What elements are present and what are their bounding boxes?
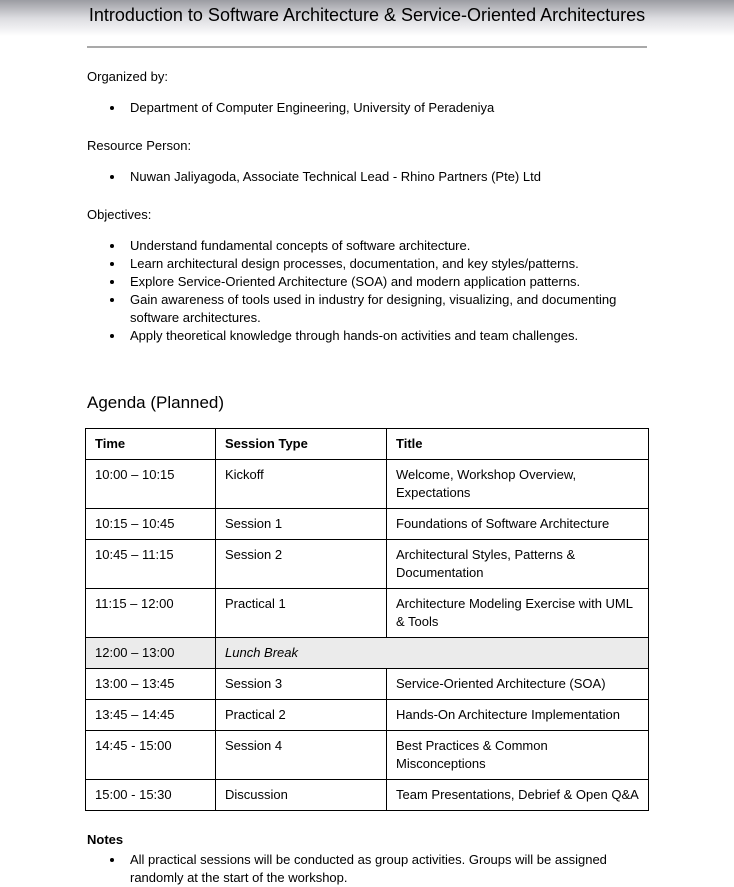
cell-title: Service-Oriented Architecture (SOA)	[387, 669, 649, 700]
table-row	[86, 700, 649, 731]
resource-person-label: Resource Person:	[87, 138, 192, 153]
objective-item: • Explore Service-Oriented Architecture (SOA) and modern application patterns.	[125, 273, 647, 291]
cell-time: 15:00 - 15:30	[86, 780, 216, 811]
table-row	[86, 540, 649, 589]
document-title: Introduction to Software Architecture & Service-Oriented Architectures	[88, 5, 646, 25]
cell-session-type: Discussion	[216, 780, 387, 811]
cell-title: Architecture Modeling Exercise with UML & Tools	[387, 589, 649, 638]
cell-time: 10:15 – 10:45	[86, 509, 216, 540]
cell-lunch-break: Lunch Break	[216, 638, 649, 669]
table-row-lunch-break	[86, 638, 649, 669]
table-row	[86, 780, 649, 811]
cell-title: Team Presentations, Debrief & Open Q&A	[387, 780, 649, 811]
cell-time: 10:00 – 10:15	[86, 460, 216, 509]
column-header-title: Title	[387, 429, 649, 460]
organized-by-list	[87, 99, 647, 117]
resource-person-item: • Nuwan Jaliyagoda, Associate Technical Lead - Rhino Partners (Pte) Ltd	[125, 168, 647, 186]
cell-title: Architectural Styles, Patterns & Documentation	[387, 540, 649, 589]
table-row	[86, 460, 649, 509]
cell-session-type: Practical 2	[216, 700, 387, 731]
note-item: • All practical sessions will be conducted as group activities. Groups will be assigned randomly at the start of the workshop.	[125, 851, 647, 887]
notes-list	[87, 851, 647, 887]
cell-session-type: Session 1	[216, 509, 387, 540]
cell-time: 12:00 – 13:00	[86, 638, 216, 669]
cell-time: 11:15 – 12:00	[86, 589, 216, 638]
table-header-row	[86, 429, 649, 460]
cell-session-type: Session 4	[216, 731, 387, 780]
cell-time: 13:45 – 14:45	[86, 700, 216, 731]
cell-session-type: Session 3	[216, 669, 387, 700]
resource-person-list	[87, 168, 647, 186]
objectives-list	[87, 237, 647, 345]
cell-session-type: Kickoff	[216, 460, 387, 509]
cell-time: 13:00 – 13:45	[86, 669, 216, 700]
cell-title: Welcome, Workshop Overview, Expectations	[387, 460, 649, 509]
cell-session-type: Practical 1	[216, 589, 387, 638]
cell-session-type: Session 2	[216, 540, 387, 589]
agenda-heading: Agenda (Planned)	[87, 393, 225, 412]
objective-item: • Apply theoretical knowledge through hands-on activities and team challenges.	[125, 327, 647, 345]
table-row	[86, 669, 649, 700]
cell-title: Foundations of Software Architecture	[387, 509, 649, 540]
objective-item: • Learn architectural design processes, documentation, and key styles/patterns.	[125, 255, 647, 273]
table-row	[86, 509, 649, 540]
title-divider	[87, 46, 647, 48]
column-header-time: Time	[86, 429, 216, 460]
organized-by-item: • Department of Computer Engineering, University of Peradeniya	[125, 99, 647, 117]
cell-time: 10:45 – 11:15	[86, 540, 216, 589]
notes-heading: Notes	[87, 832, 124, 847]
objectives-label: Objectives:	[87, 207, 152, 222]
objective-item: • Gain awareness of tools used in industry for designing, visualizing, and documenting software architectures.	[125, 291, 647, 327]
agenda-table	[85, 428, 649, 811]
cell-time: 14:45 - 15:00	[86, 731, 216, 780]
cell-title: Best Practices & Common Misconceptions	[387, 731, 649, 780]
table-row	[86, 731, 649, 780]
objective-item: • Understand fundamental concepts of software architecture.	[125, 237, 647, 255]
cell-title: Hands-On Architecture Implementation	[387, 700, 649, 731]
document-body	[0, 68, 734, 887]
column-header-session-type: Session Type	[216, 429, 387, 460]
table-row	[86, 589, 649, 638]
organized-by-label: Organized by:	[87, 69, 168, 84]
